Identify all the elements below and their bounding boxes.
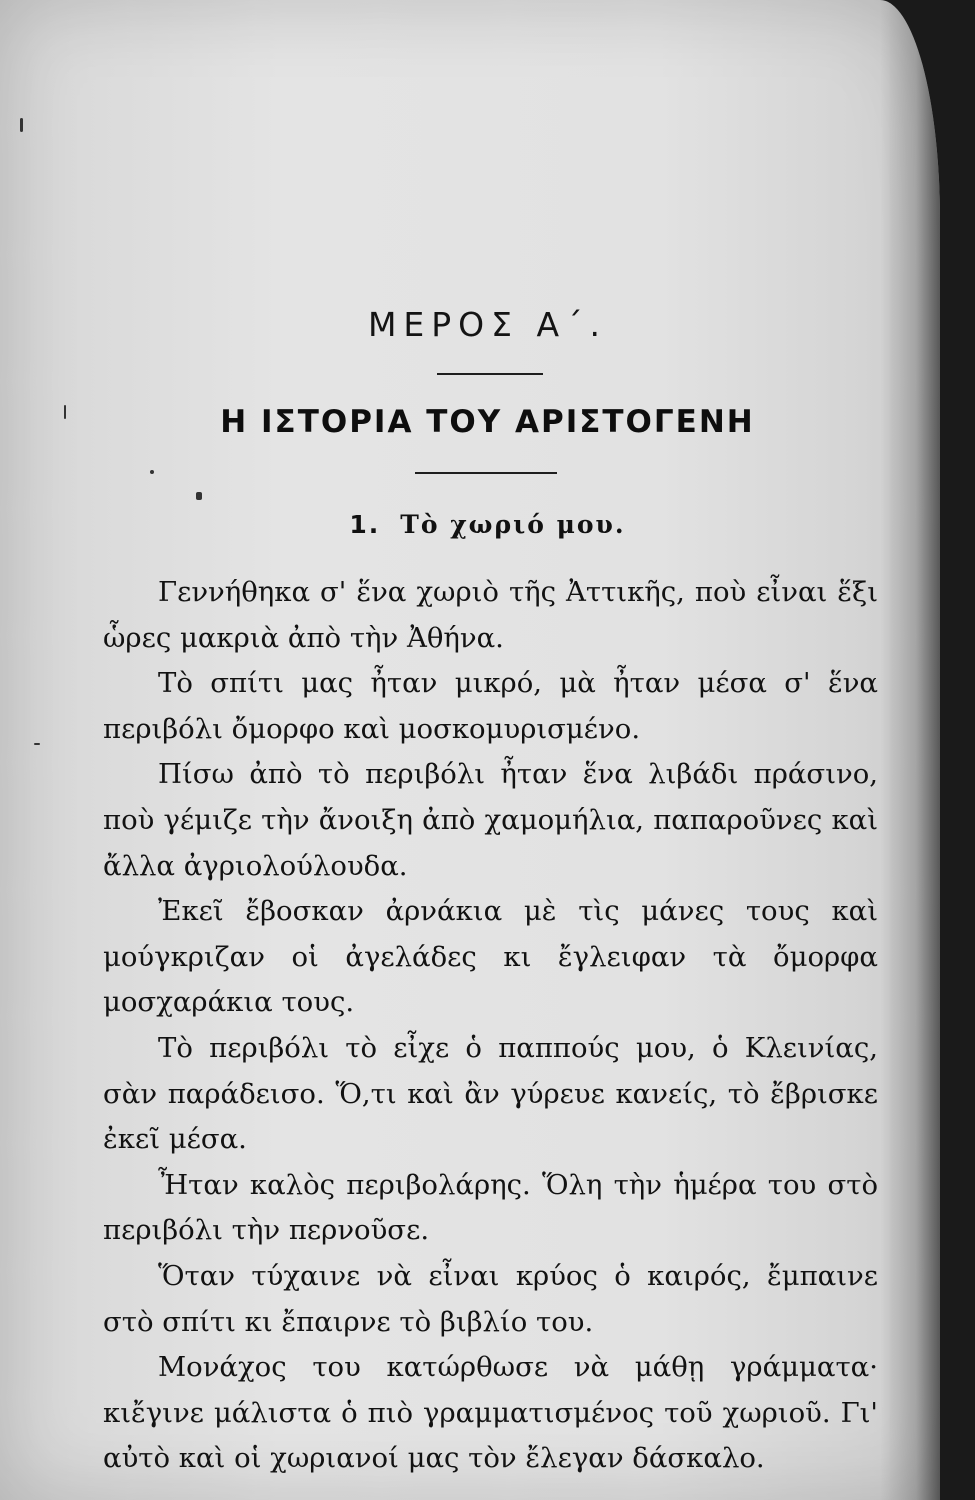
body-text [103, 570, 878, 1482]
paragraph: Τὸ σπίτι μας ἦταν μικρό, μὰ ἦταν μέσα σ' ἕνα περιβόλι ὄμορφο καὶ μοσκομυρισμένο. [103, 667, 878, 745]
divider-rule [437, 373, 543, 375]
chapter-number: 1. [349, 510, 381, 539]
ink-speck [20, 118, 23, 132]
paragraph: Τὸ περιβόλι τὸ εἶχε ὁ παππούς μου, ὁ Κλεινίας, σὰν παράδεισο. Ὅ,τι καὶ ἂν γύρευε κανείς, τὸ ἔβρισκε ἐκεῖ μέσα. [103, 1031, 878, 1156]
paragraph: Πίσω ἀπὸ τὸ περιβόλι ἦταν ἕνα λιβάδι πράσινο, ποὺ γέμιζε τὴν ἄνοιξη ἀπὸ χαμομήλια, παπαροῦνες καὶ ἄλλα ἀγριολούλουδα. [103, 758, 878, 882]
page-edge-shadow [880, 0, 940, 1500]
chapter-heading [0, 510, 940, 539]
ink-speck [150, 470, 154, 474]
ink-speck [196, 492, 202, 500]
paragraph: Μονάχος του κατώρθωσε νὰ μάθῃ γράμματα· κιἔγινε μάλιστα ὁ πιὸ γραμματισμένος τοῦ χωριοῦ. Γι' αὐτὸ καὶ οἱ χωριανοί μας τὸν ἔλεγαν δάσκαλο. [103, 1351, 878, 1475]
paragraph: Ἦταν καλὸς περιβολάρης. Ὅλη τὴν ἡμέρα του στὸ περιβόλι τὴν περνοῦσε. [103, 1168, 878, 1247]
paragraph: Γεννήθηκα σ' ἕνα χωριὸ τῆς Ἀττικῆς, ποὺ εἶναι ἕξι ὧρες μακριὰ ἀπὸ τὴν Ἀθήνα. [103, 576, 878, 654]
divider-rule [415, 472, 557, 474]
paragraph: Ἐκεῖ ἔβοσκαν ἀρνάκια μὲ τὶς μάνες τους καὶ μούγκριζαν οἱ ἀγελάδες κι ἔγλειφαν τὰ ὄμορφα μοσχαράκια τους. [103, 895, 878, 1019]
paragraph: Ὅταν τύχαινε νὰ εἶναι κρύος ὁ καιρός, ἔμπαινε στὸ σπίτι κι ἔπαιρνε τὸ βιβλίο του. [103, 1259, 878, 1338]
story-title: Η ΙΣΤΟΡΙΑ ΤΟΥ ΑΡΙΣΤΟΓΕΝΗ [220, 404, 755, 440]
chapter-title: Τὸ χωριό μου. [400, 510, 626, 539]
part-title: ΜΕΡΟΣ Α΄. [367, 305, 608, 344]
ink-speck [34, 743, 40, 745]
